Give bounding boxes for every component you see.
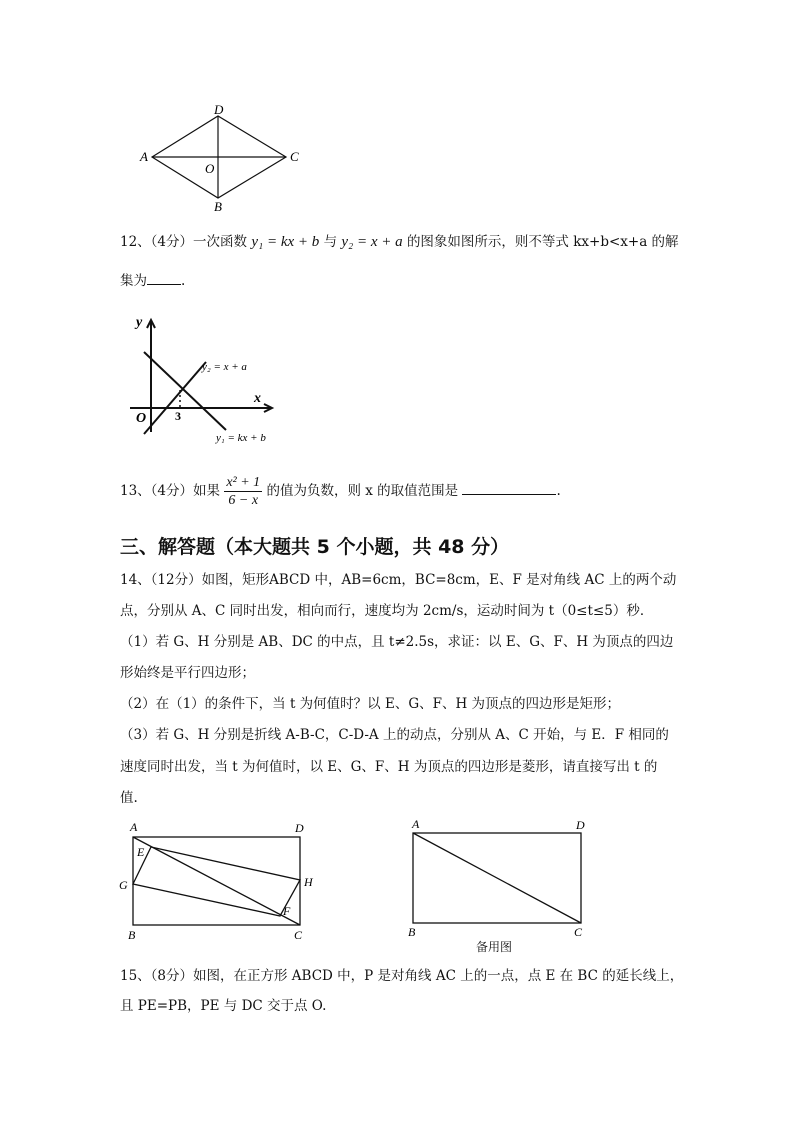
label-d: D xyxy=(576,818,585,832)
q14-line1: 14、（12分）如图，矩形ABCD 中，AB=6cm，BC=8cm，E、F 是对角线 AC 上的两个动 xyxy=(120,572,677,588)
y1-label: y₁ = kx + b xyxy=(216,432,266,444)
section-title: 三、解答题（本大题共 5 个小题，共 48 分） xyxy=(120,536,510,558)
answer-blank xyxy=(462,480,556,495)
q15-line1: 15、（8分）如图，在正方形 ABCD 中，P 是对角线 AC 上的一点，点 E 在 BC 的延长线上， xyxy=(120,968,684,984)
q14-line5: （2）在（1）的条件下，当 t 为何值时？以 E、G、F、H 为顶点的四边形是矩形； xyxy=(120,696,621,712)
diagonal-ac xyxy=(133,837,300,925)
label-c: C xyxy=(574,925,583,939)
diagonal-ac-spare xyxy=(413,833,581,923)
q13-fraction xyxy=(224,474,262,509)
y2-label: y₂ = x + a xyxy=(202,361,247,373)
q12-func2: y₂ = x + a xyxy=(341,234,403,250)
q12-line2: 集为 . xyxy=(120,270,185,291)
label-b: B xyxy=(128,928,136,942)
q14-line8: 值. xyxy=(120,790,138,806)
q13-line: 13、（4分）如果 $\frac{\text{x² + 1}}{6 - x}$ 的值为负数，则 x 的取值范围是 . xyxy=(120,475,561,508)
label-o: O xyxy=(205,161,215,176)
q14-line3: （1）若 G、H 分别是 AB、DC 的中点，且 t≠2.5s，求证：以 E、G、F、H 为顶点的四边 xyxy=(120,634,674,650)
y-axis-label: y xyxy=(136,315,143,330)
q15-line2: 且 PE=PB，PE 与 DC 交于点 O. xyxy=(120,998,327,1014)
label-g: G xyxy=(119,878,128,892)
linear-graph-figure xyxy=(120,312,290,454)
rectangle-figure-main xyxy=(112,818,327,946)
q14-line4: 形始终是平行四边形； xyxy=(120,665,255,681)
q14-line6: （3）若 G、H 分别是折线 A-B-C，C-D-A 上的动点，分别从 A、C 开始，与 E．F 相同的 xyxy=(120,727,669,743)
label-c: C xyxy=(294,928,303,942)
label-b: B xyxy=(408,925,416,939)
line-y2 xyxy=(144,362,206,434)
label-a: A xyxy=(412,817,420,831)
q12-func1: y₁ = kx + b xyxy=(251,234,320,250)
fraction-denominator: 6 − x xyxy=(228,493,259,508)
rhombus-figure xyxy=(130,100,310,216)
q14-line7: 速度同时出发，当 t 为何值时，以 E、G、F、H 为顶点的四边形是菱形，请直接写出 t 的 xyxy=(120,759,658,775)
rectangle-figure-spare xyxy=(398,814,598,944)
label-e: E xyxy=(137,845,145,859)
label-b: B xyxy=(214,199,222,214)
label-d: D xyxy=(214,102,224,117)
q14-line2: 点，分别从 A、C 同时出发，相向而行，速度均为 2cm/s，运动时间为 t（0≤t≤5）秒． xyxy=(120,603,654,619)
origin-label: O xyxy=(136,411,147,426)
label-c: C xyxy=(290,149,299,164)
label-a: A xyxy=(130,820,138,834)
tick-3: 3 xyxy=(175,409,181,423)
label-f: F xyxy=(283,904,291,918)
label-a: A xyxy=(140,149,148,164)
fraction-numerator: x² + 1 xyxy=(226,475,261,490)
answer-blank xyxy=(147,270,181,285)
spare-figure-caption: 备用图 xyxy=(476,940,513,954)
label-h: H xyxy=(304,875,313,889)
q12-line1: 12、（4分）一次函数 y₁ = kx + b 与 y₂ = x + a 的图象如图所示，则不等式 kx+b<x+a 的解 xyxy=(120,234,679,250)
x-axis-label: x xyxy=(254,391,261,406)
label-d: D xyxy=(295,821,304,835)
